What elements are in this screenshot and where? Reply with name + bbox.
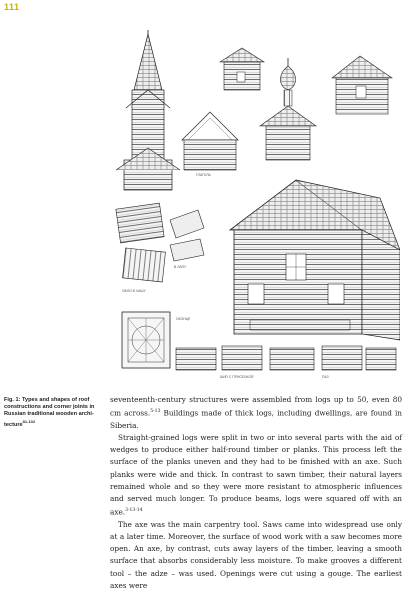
figure-caption-text: Fig. 1: Types and shapes of roof constructions and corner joints in Russian traditional wooden architecture: [4, 397, 95, 428]
corner-c-label: ШИП С ПРИСЕЧКОЙ: [220, 375, 254, 379]
drawing-plate-svg: [110, 30, 400, 390]
paragraph-2-ref: 3-13-14: [125, 508, 143, 514]
tent-roof-tower-drawing: [116, 30, 180, 190]
page-number: 111: [4, 2, 20, 12]
paragraph-1-ref: 5-13: [150, 409, 161, 415]
paragraph-1: [110, 394, 402, 432]
paragraph-1-tail: Buildings made of thick logs, including dwellings, are found in Siberia.: [110, 408, 403, 430]
small-cabin-drawing: [220, 48, 264, 90]
figure-caption-ref: 81-102: [22, 419, 36, 424]
window-label: ОКОНЦЕ: [176, 317, 191, 321]
paragraph-2-text: Straight-grained logs were split in two or into several parts with the aid of wedges to produce either half-round timber or planks. This process left the surface of the planks uneven and they had to be finished with an axe. Such planks were wide and thick. In contrast to sawn timber, their natural layers remained whole and so they were more resistant to atmospheric influences and served much longer. To produce beams, logs were squared off with an axe.: [110, 433, 402, 517]
corner-joint-row-drawing: [176, 346, 396, 379]
architecture-illustration: [110, 30, 400, 390]
paragraph-2: [110, 432, 402, 519]
gable-label: ГЛАГОЛЬ: [196, 173, 211, 177]
joint-b-label: В ЛАПУ: [174, 265, 187, 269]
joint-a-label: ОБЛО В ЧАШУ: [122, 289, 146, 293]
onion-dome-chapel-drawing: [260, 58, 316, 160]
paragraph-3-text: The axe was the main carpentry tool. Saws came into widespread use only at a later time. Moreover, the surface of wood work: [110, 519, 402, 542]
paragraph-1-text: seventeenth-century structures were assembled from logs up to 50, even 80 cm across.: [110, 395, 402, 418]
large-log-house-drawing: [230, 180, 400, 340]
corner-joint-details: [116, 203, 204, 293]
paragraph-3: [110, 519, 402, 592]
body-text: [110, 394, 402, 592]
roof-structure-drawing: [182, 112, 238, 177]
corner-d-label: ПАЗ: [322, 375, 329, 379]
figure-caption: [4, 397, 104, 429]
paragraph-3-tail: with a saw becomes more open. An axe, by contrast, cuts away layers of the timber, leaving a smooth surface that absorbs considerably less moisture. To make grooves a different tool – the adze – was used. Openings were cut using a gouge. The earliest axes were: [110, 532, 402, 590]
gabled-house-upper-right-drawing: [332, 56, 392, 114]
